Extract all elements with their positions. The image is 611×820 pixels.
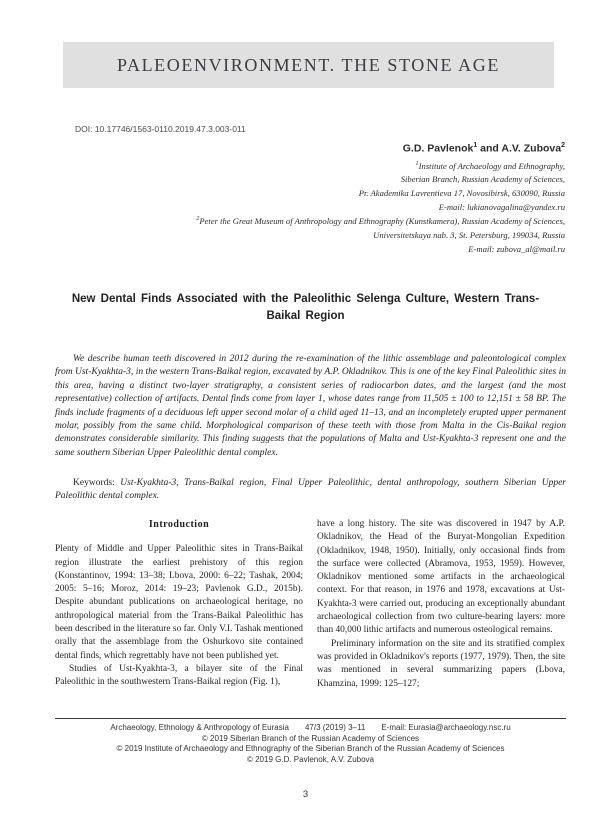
- body-paragraph: have a long history. The site was discovered in 1947 by A.P. Okladnikov, the Head of the Buryat-Mongolian Expedition (Okladnikov, 1948, 1950). Initially, only occasional finds from the surface were collected (Abramova, 1953, 1959). However, Okladnikov mentioned some artifacts in the archaeological context. For that reason, in 1976 and 1978, excavations at Ust-Kyakhta-3 were carried out, producing an exceptionally abundant archaeological collection from two culture-bearing layers: more than 40,000 lithic artifacts and numerous osteological remains.: [317, 519, 565, 636]
- footer-copyright-line: © 2019 Institute of Archaeology and Ethnography of the Siberian Branch of the Russian Academy of Sciences: [116, 744, 505, 754]
- footer-issue-pages: 47/3 (2019) 3–11: [304, 723, 366, 732]
- author-1-name: G.D. Pavlenok: [402, 142, 474, 155]
- body-paragraph: Studies of Ust-Kyakhta-3, a bilayer site of the Final Paleolithic in the southwestern Trans-Baikal region (Fig. 1),: [55, 663, 303, 688]
- footer-divider: [55, 718, 566, 719]
- section-banner-title: PALEOENVIRONMENT. THE STONE AGE: [117, 54, 500, 75]
- body-columns: [55, 518, 566, 691]
- left-column: [55, 518, 303, 691]
- footer-copyright-line: © 2019 G.D. Pavlenok, A.V. Zubova: [246, 754, 374, 764]
- affiliation-email-1: [196, 199, 565, 213]
- affiliation-sup: 1: [415, 159, 419, 167]
- author-2-affiliation-mark: 2: [561, 142, 565, 149]
- authors-line: [196, 142, 565, 155]
- keywords-paragraph: [55, 477, 566, 504]
- authors-block: [196, 142, 565, 255]
- footer: [55, 723, 566, 765]
- authors-connector: and: [477, 142, 502, 155]
- section-banner: [63, 42, 554, 88]
- affiliation-line: [196, 213, 565, 227]
- doi-line: DOI: 10.17746/1563-0110.2019.47.3.003-011: [75, 124, 246, 134]
- footer-journal-name: Archaeology, Ethnology & Anthropology of Eurasia: [110, 723, 289, 732]
- affiliation-line: [196, 158, 565, 172]
- affiliation-text: Siberian Branch, Russian Academy of Sciences,: [400, 174, 565, 185]
- affiliation-line: [196, 171, 565, 185]
- affiliation-email-2: [196, 241, 565, 255]
- footer-journal-line: [55, 723, 566, 734]
- keywords-list: Ust-Kyakhta-3, Trans-Baikal region, Final Upper Paleolithic, dental anthropology, southern Siberian Upper Paleolithic dental complex.: [55, 478, 566, 502]
- footer-copyright-line: © 2019 Siberian Branch of the Russian Academy of Sciences: [201, 733, 420, 743]
- section-heading-introduction: Introduction: [148, 519, 210, 530]
- affiliation-text: Universitetskaya nab. 3, St. Petersburg, 199034, Russia: [373, 229, 565, 240]
- affiliation-line: [196, 185, 565, 199]
- keywords-label: Keywords:: [73, 478, 121, 488]
- affiliation-line: [196, 227, 565, 241]
- affiliation-text: E-mail: zubova_al@mail.ru: [468, 243, 565, 254]
- author-1-affiliation-mark: 1: [473, 142, 478, 149]
- affiliation-text: Institute of Archaeology and Ethnography,: [418, 160, 565, 171]
- affiliation-text: E-mail: lukianovagalina@yandex.ru: [438, 201, 565, 212]
- body-paragraph: Preliminary information on the site and its stratified complex was provided in Okladnikov's reports (1977, 1979). Then, the site was mentioned in several summarizing papers (Lbova, Khamzina, 1999: 125–127;: [317, 638, 565, 689]
- affiliation-sup: 2: [196, 214, 200, 222]
- abstract-paragraph: We describe human teeth discovered in 2012 during the re-examination of the lithic assemblage and paleontological complex from Ust-Kyakhta-3, in the western Trans-Baikal region, excavated by A.P. Okladnikov. This is one of the key Final Paleolithic sites in this area, having a distinct two-layer stratigraphy, a consistent series of radiocarbon dates, and the largest (and the most representative) collection of artifacts. Dental finds come from layer 1, whose dates range from 11,505 ± 100 to 12,151 ± 58 BP. The finds include fragments of a deciduous left upper second molar of a child aged 11–13, and an incompletely erupted upper permanent molar, possibly from the same child. Morphological comparison of these teeth with those from Malta in the Cis-Baikal region demonstrates considerable similarity. This finding suggests that the populations of Malta and Ust-Kyakhta-3 represent one and the same southern Siberian Upper Paleolithic dental complex.: [55, 354, 566, 458]
- page-number: 3: [302, 789, 309, 800]
- author-2-name: A.V. Zubova: [501, 142, 562, 155]
- footer-email: E-mail: Eurasia@archaeology.nsc.ru: [381, 723, 511, 732]
- article-title: New Dental Finds Associated with the Paleolithic Selenga Culture, Western Trans-Baikal Region: [71, 293, 540, 322]
- affiliation-text: Pr. Akademika Lavrentieva 17, Novosibirsk, 630090, Russia: [358, 188, 565, 199]
- affiliation-text: Peter the Great Museum of Anthropology and Ethnography (Kunstkamera), Russian Academy of Sciences,: [199, 215, 565, 226]
- body-paragraph: Plenty of Middle and Upper Paleolithic sites in Trans-Baikal region illustrate the earliest prehistory of this region (Konstantinov, 1994: 13–38; Lbova, 2000: 6–22; Tashak, 2004; 2005: 5–16; Moroz, 2014: 19–23; Pavlenok G.D., 2015b). Despite abundant publications on archaeological heritage, no anthropological material from the Trans-Baikal Paleolithic has been described in the literature so far. Only V.I. Tashak mentioned orally that the assemblage from the Oshurkovo site contained dental finds, which regrettably have not been published yet.: [55, 544, 303, 661]
- right-column: [317, 518, 565, 691]
